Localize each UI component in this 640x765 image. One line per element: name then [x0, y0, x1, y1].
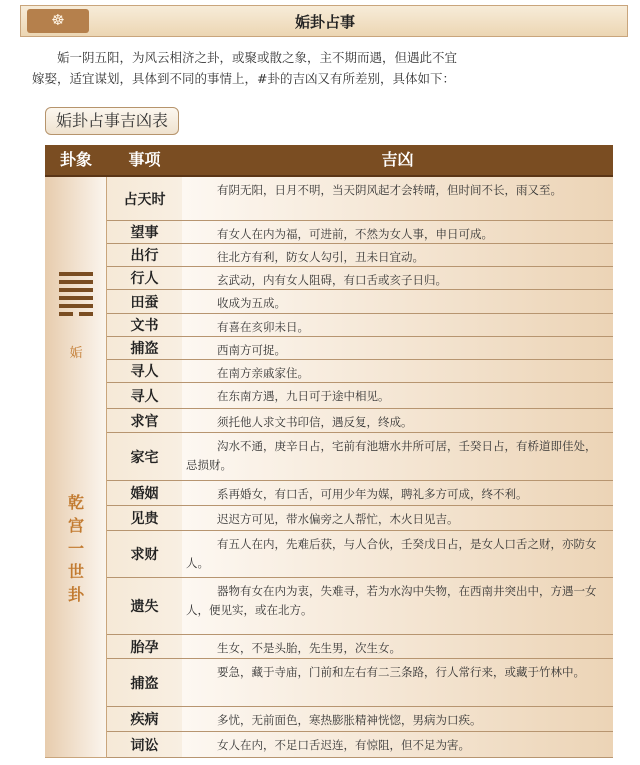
table-row — [107, 578, 613, 635]
row-fortune: 有五人在内，先难后获，与人合伙，壬癸戊日占，是女人口舌之财，亦防女人。 — [182, 531, 613, 577]
header-bar — [20, 5, 628, 37]
row-item: 婚姻 — [107, 481, 183, 505]
row-fortune: 有阴无阳，日月不明，当天阴风起才会转晴，但时间不长，雨又至。 — [182, 177, 613, 220]
group-name-char: 宫 — [67, 516, 84, 535]
row-item: 求财 — [107, 531, 183, 577]
hexagram-name: 姤 — [69, 346, 83, 361]
row-fortune: 玄武动，内有女人阻碍，有口舌或亥子日归。 — [182, 267, 613, 289]
table-title: 姤卦占事吉凶表 — [45, 107, 179, 135]
table-row — [107, 314, 613, 337]
row-fortune: 在南方亲戚家住。 — [182, 360, 613, 382]
table-row — [107, 506, 613, 531]
table-row — [107, 177, 613, 221]
row-fortune: 西南方可捉。 — [182, 337, 613, 359]
header-col-item: 事项 — [128, 150, 161, 169]
row-fortune: 迟迟方可见，带水偏旁之人帮忙，木火日见吉。 — [182, 506, 613, 530]
row-item: 文书 — [107, 314, 183, 336]
row-fortune: 系再婚女，有口舌，可用少年为媒，聘礼多方可成，终不利。 — [182, 481, 613, 505]
table-row — [107, 659, 613, 707]
table-row — [107, 707, 613, 732]
row-fortune: 生女，不是头胎，先生男，次生女。 — [182, 635, 613, 658]
row-item: 望事 — [107, 221, 183, 243]
hexagram-cell-qian-palace — [45, 433, 107, 758]
header-col-fortune: 吉凶 — [381, 150, 414, 169]
row-fortune: 要急，藏于寺庙，门前和左右有二三条路，行人常行来，或藏于竹林中。 — [182, 659, 613, 706]
row-item: 疾病 — [107, 707, 183, 731]
row-item: 遗失 — [107, 578, 183, 634]
table-row — [107, 290, 613, 314]
group-name-char: 世 — [67, 562, 84, 581]
table-row — [107, 383, 613, 409]
row-fortune: 器物有女在内为衷，失难寻，若为水沟中失物，在西南井突出中，方遇一女人，便见实，或在北方。 — [182, 578, 613, 634]
row-item: 占天时 — [107, 177, 183, 220]
table-row — [107, 221, 613, 244]
row-item: 寻人 — [107, 383, 183, 408]
table-row — [107, 732, 613, 758]
table-row — [107, 409, 613, 433]
row-fortune: 多忧，无前面色，寒热膨胀精神恍惚，男病为口疾。 — [182, 707, 613, 731]
table-row — [107, 267, 613, 290]
row-fortune: 有喜在亥卯未日。 — [182, 314, 613, 336]
row-fortune: 在东南方遇，九日可于途中相见。 — [182, 383, 613, 408]
row-item: 行人 — [107, 267, 183, 289]
row-item: 寻人 — [107, 360, 183, 382]
intro-line-2: 嫁娶，适宜谋划，具体到不同的事情上，#卦的吉凶又有所差别，具体如下： — [32, 71, 455, 86]
row-item: 见贵 — [107, 506, 183, 530]
table-row — [107, 635, 613, 659]
table-row — [107, 360, 613, 383]
group-name-vertical — [45, 491, 107, 606]
row-item: 词讼 — [107, 732, 183, 757]
row-fortune: 有女人在内为福，可进前，不然为女人事，申日可成。 — [182, 221, 613, 243]
table-row — [107, 433, 613, 481]
intro-paragraph — [32, 47, 617, 89]
row-item: 胎孕 — [107, 635, 183, 658]
table-row — [107, 337, 613, 360]
row-item: 出行 — [107, 244, 183, 266]
row-item: 捕盗 — [107, 337, 183, 359]
row-fortune: 女人在内，不足口舌迟连，有惊阻，但不足为害。 — [182, 732, 613, 757]
logo-icon: ☸ — [51, 11, 65, 29]
row-fortune: 须托他人求文书印信，遇反复，终成。 — [182, 409, 613, 432]
intro-line-1: 姤一阴五阳，为风云相济之卦，或聚或散之象，主不期而遇，但遇此不宜 — [57, 50, 458, 65]
page-title: 姤卦占事 — [294, 13, 355, 31]
row-fortune: 收成为五成。 — [182, 290, 613, 313]
table-row — [107, 531, 613, 578]
table-header — [45, 145, 613, 177]
group-name-char: 乾 — [67, 493, 84, 512]
row-fortune: 沟水不通，庚辛日占，宅前有池塘水井所可居，壬癸日占，有桥道即佳处，忌损财。 — [182, 433, 613, 480]
header-col-hexagram: 卦象 — [59, 150, 92, 169]
row-item: 田蚕 — [107, 290, 183, 313]
row-item: 捕盗 — [107, 659, 183, 706]
row-item: 求官 — [107, 409, 183, 432]
table-row — [107, 244, 613, 267]
hexagram-cell-gou — [45, 177, 107, 452]
group-name-char: 卦 — [67, 585, 84, 604]
table-row — [107, 481, 613, 506]
group-name-char: 一 — [67, 539, 84, 558]
row-fortune: 往北方有利，防女人勾引，丑未日宜动。 — [182, 244, 613, 266]
hexagram-gou-icon — [59, 272, 93, 320]
row-item: 家宅 — [107, 433, 183, 480]
